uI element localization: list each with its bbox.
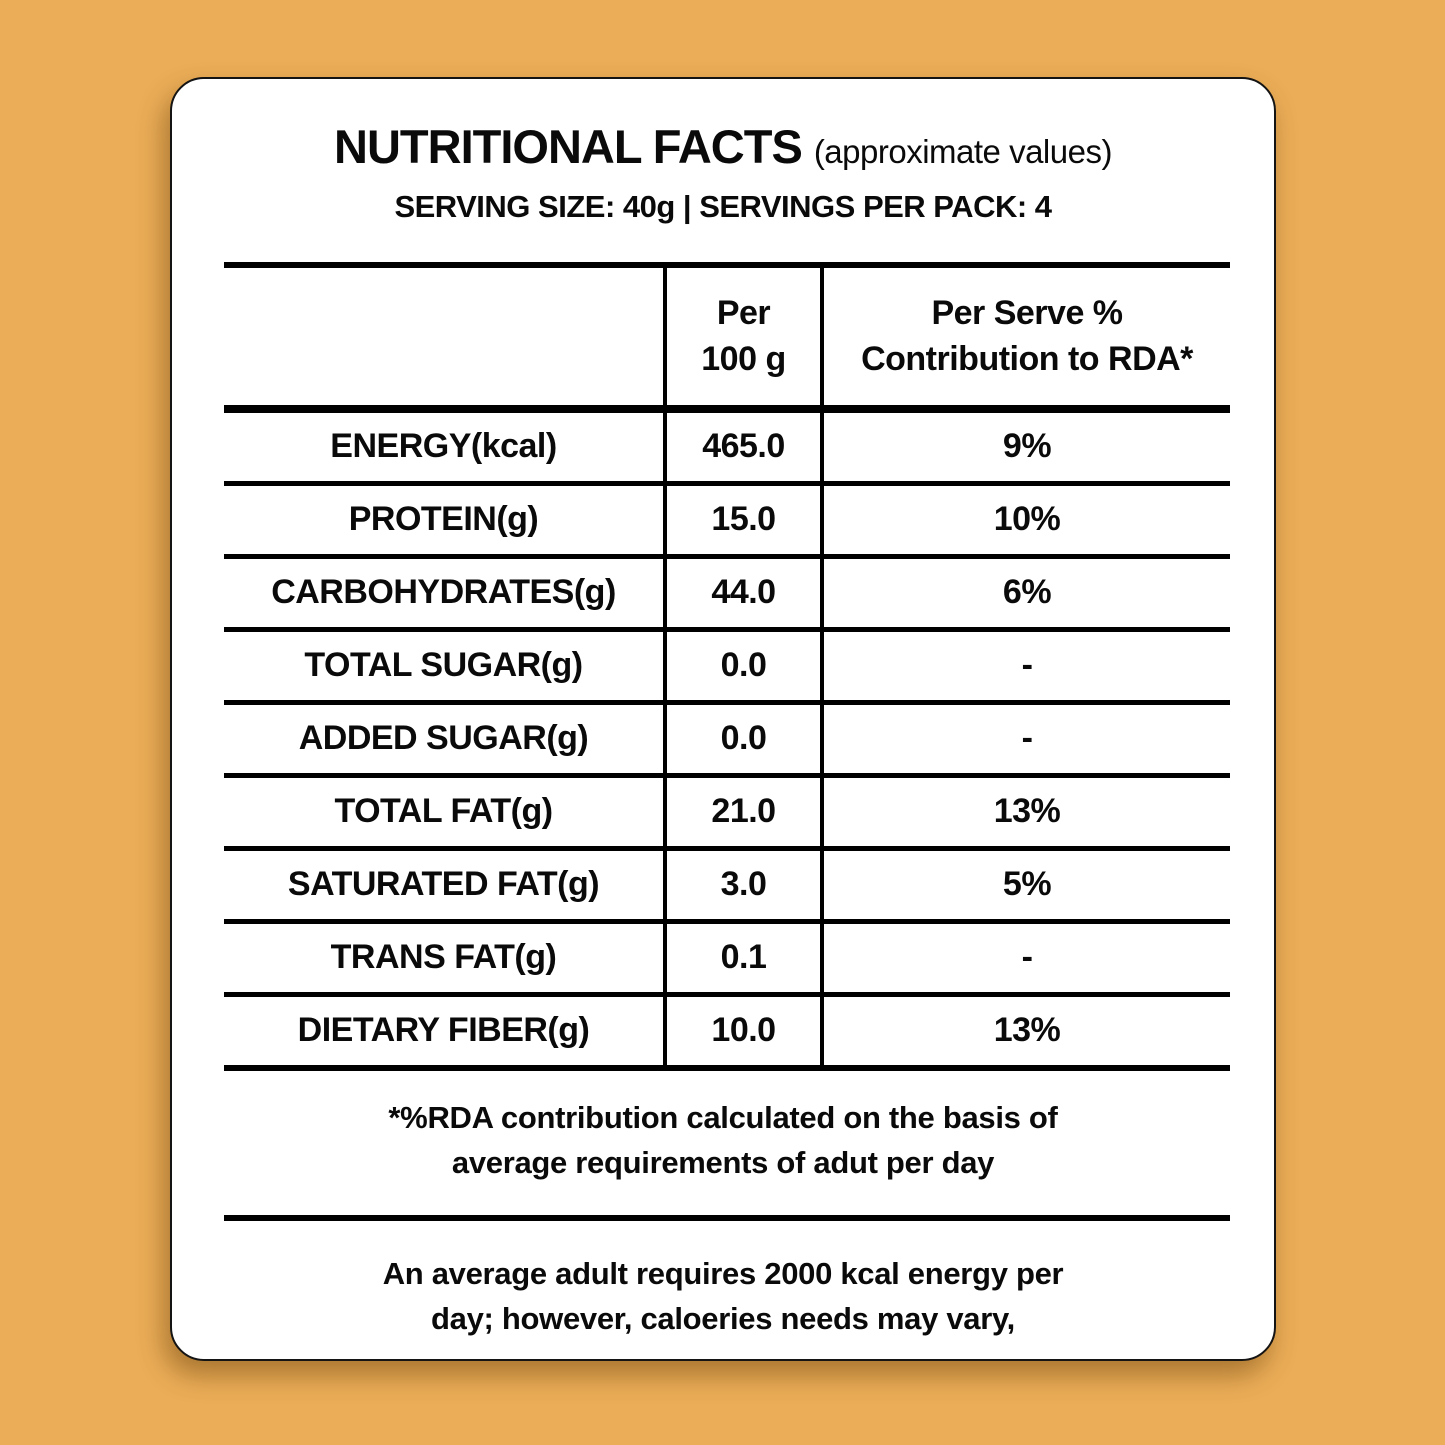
header-cell-blank	[224, 268, 667, 405]
table-cell-rda: 13%	[993, 792, 1061, 831]
rda-footnote-line2: average requirements of adut per day	[451, 1145, 995, 1180]
table-cell-label: TOTAL FAT(g)	[224, 778, 667, 846]
table-cell-label: DIETARY FIBER(g)	[224, 997, 667, 1065]
header-rda-line1: Per Serve %	[931, 293, 1123, 332]
table-row	[224, 705, 1230, 778]
header-cell-per-100g	[667, 268, 824, 405]
table-row	[224, 851, 1230, 924]
header-per-100g-line1: Per	[716, 293, 771, 332]
table-cell-per_100g: 21.0	[667, 778, 824, 846]
table-cell-rda: 9%	[1002, 427, 1052, 466]
table-cell-per_100g: 10.0	[667, 997, 824, 1065]
nutrition-label-card	[170, 77, 1276, 1361]
table-cell-per_100g: 0.0	[667, 705, 824, 773]
title-suffix-text: (approximate values)	[813, 133, 1112, 170]
table-cell-rda: 10%	[993, 500, 1061, 539]
table-cell-label: TOTAL SUGAR(g)	[224, 632, 667, 700]
footnote-divider-rule	[224, 1215, 1230, 1221]
table-cell-rda: 5%	[1002, 865, 1052, 904]
table-cell-label: ENERGY(kcal)	[224, 413, 667, 481]
nutrition-table-rows	[224, 413, 1230, 1071]
table-row	[224, 486, 1230, 559]
table-cell-rda: 13%	[993, 1011, 1061, 1050]
table-cell-per_100g: 0.0	[667, 632, 824, 700]
rda-footnote-line1: *%RDA contribution calculated on the basis of	[388, 1100, 1058, 1135]
table-cell-rda: -	[1021, 938, 1033, 977]
table-header-row	[224, 268, 1230, 413]
table-cell-rda: -	[1021, 719, 1033, 758]
table-cell-label: SATURATED FAT(g)	[224, 851, 667, 919]
table-row	[224, 559, 1230, 632]
table-cell-per_100g: 3.0	[667, 851, 824, 919]
table-row	[224, 413, 1230, 486]
header-rda-line2: Contribution to RDA*	[861, 339, 1193, 378]
table-cell-label: PROTEIN(g)	[224, 486, 667, 554]
table-row	[224, 632, 1230, 705]
header-cell-rda	[824, 268, 1230, 405]
rda-footnote	[172, 1095, 1274, 1185]
title-text: NUTRITIONAL FACTS	[334, 120, 802, 173]
table-cell-per_100g: 44.0	[667, 559, 824, 627]
energy-footnote	[172, 1251, 1274, 1341]
table-row	[224, 924, 1230, 997]
table-cell-per_100g: 15.0	[667, 486, 824, 554]
table-row	[224, 778, 1230, 851]
page-title	[172, 119, 1274, 174]
energy-footnote-line2: day; however, caloeries needs may vary,	[431, 1301, 1015, 1336]
nutrition-table	[224, 262, 1230, 1071]
energy-footnote-line1: An average adult requires 2000 kcal energy per	[382, 1256, 1064, 1291]
table-cell-rda: 6%	[1002, 573, 1052, 612]
table-row	[224, 997, 1230, 1071]
table-cell-rda: -	[1021, 646, 1033, 685]
serving-info: SERVING SIZE: 40g | SERVINGS PER PACK: 4	[394, 189, 1052, 224]
table-cell-label: CARBOHYDRATES(g)	[224, 559, 667, 627]
table-cell-label: ADDED SUGAR(g)	[224, 705, 667, 773]
table-cell-per_100g: 0.1	[667, 924, 824, 992]
table-cell-label: TRANS FAT(g)	[224, 924, 667, 992]
table-cell-per_100g: 465.0	[667, 413, 824, 481]
header-per-100g-line2: 100 g	[701, 339, 786, 378]
